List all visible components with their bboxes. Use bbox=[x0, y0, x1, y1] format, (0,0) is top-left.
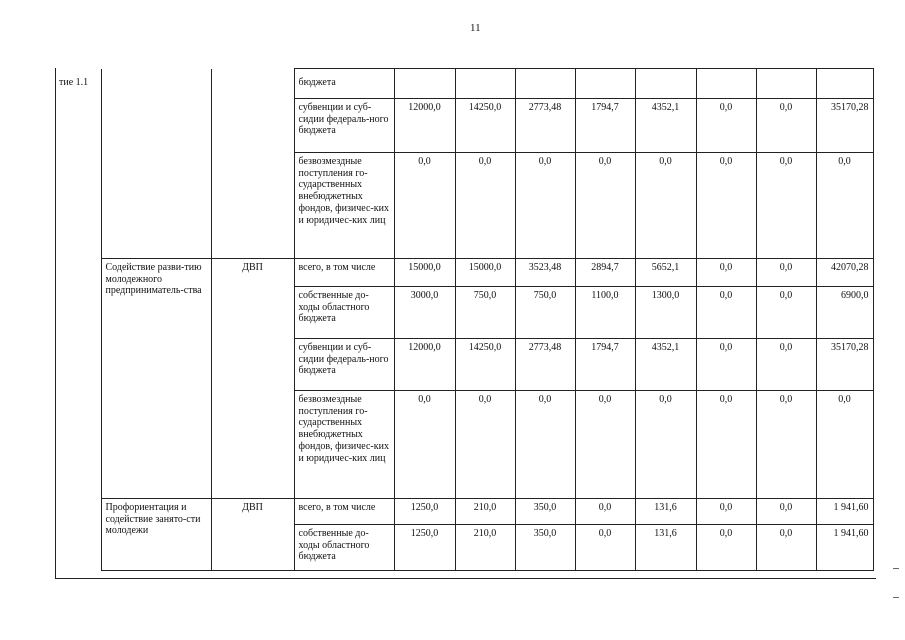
value-cell: 15000,0 bbox=[394, 259, 455, 287]
page-frame bbox=[55, 68, 876, 579]
margin-mark bbox=[893, 568, 899, 569]
funding-source: субвенции и суб-сидии федераль-ного бюджета bbox=[294, 99, 394, 153]
value-cell: 4352,1 bbox=[635, 99, 696, 153]
value-cell: 5652,1 bbox=[635, 259, 696, 287]
funding-source: субвенции и суб-сидии федераль-ного бюджета bbox=[294, 339, 394, 391]
value-cell: 0,0 bbox=[756, 525, 816, 571]
value-cell: 3000,0 bbox=[394, 287, 455, 339]
value-cell: 0,0 bbox=[635, 391, 696, 499]
funding-source: всего, в том числе bbox=[294, 259, 394, 287]
executor: ДВП bbox=[211, 499, 294, 571]
header-stub: тие 1.1 bbox=[55, 69, 101, 259]
value-cell: 0,0 bbox=[696, 153, 756, 259]
funding-source: безвозмездные поступления го-сударственных внебюджетных фондов, физичес-ких и юридичес-ких лиц bbox=[294, 153, 394, 259]
value-cell: 35170,28 bbox=[816, 99, 873, 153]
value-cell: 0,0 bbox=[696, 287, 756, 339]
value-cell: 12000,0 bbox=[394, 99, 455, 153]
value-cell: 0,0 bbox=[756, 391, 816, 499]
value-cell: 0,0 bbox=[756, 153, 816, 259]
value-cell: 0,0 bbox=[816, 153, 873, 259]
margin-mark bbox=[893, 597, 899, 598]
value-cell: 0,0 bbox=[575, 391, 635, 499]
value-cell: 350,0 bbox=[515, 525, 575, 571]
value-cell: 0,0 bbox=[756, 499, 816, 525]
value-cell: 6900,0 bbox=[816, 287, 873, 339]
value-cell: 14250,0 bbox=[455, 339, 515, 391]
value-cell: 0,0 bbox=[696, 499, 756, 525]
value-cell: 0,0 bbox=[696, 99, 756, 153]
value-cell: 0,0 bbox=[756, 287, 816, 339]
value-cell: 4352,1 bbox=[635, 339, 696, 391]
value-cell: 35170,28 bbox=[816, 339, 873, 391]
value-cell: 2773,48 bbox=[515, 339, 575, 391]
measure-name: Содействие разви-тию молодежного предприниматель-ства bbox=[101, 259, 211, 499]
value-cell: 131,6 bbox=[635, 525, 696, 571]
value-cell: 0,0 bbox=[756, 99, 816, 153]
value-cell: 0,0 bbox=[394, 391, 455, 499]
value-cell: 0,0 bbox=[696, 391, 756, 499]
funding-source: бюджета bbox=[294, 69, 394, 99]
value-cell: 0,0 bbox=[575, 525, 635, 571]
executor: ДВП bbox=[211, 259, 294, 499]
value-cell: 0,0 bbox=[696, 259, 756, 287]
value-cell: 210,0 bbox=[455, 499, 515, 525]
measure-name: Профориентация и содействие занято-сти молодежи bbox=[101, 499, 211, 571]
value-cell: 1 941,60 bbox=[816, 499, 873, 525]
value-cell: 0,0 bbox=[756, 339, 816, 391]
funding-source: всего, в том числе bbox=[294, 499, 394, 525]
value-cell: 1794,7 bbox=[575, 99, 635, 153]
value-cell: 1100,0 bbox=[575, 287, 635, 339]
value-cell: 0,0 bbox=[515, 153, 575, 259]
value-cell: 2894,7 bbox=[575, 259, 635, 287]
value-cell: 0,0 bbox=[455, 391, 515, 499]
value-cell: 1300,0 bbox=[635, 287, 696, 339]
value-cell: 12000,0 bbox=[394, 339, 455, 391]
value-cell: 0,0 bbox=[394, 153, 455, 259]
value-cell: 350,0 bbox=[515, 499, 575, 525]
value-cell: 131,6 bbox=[635, 499, 696, 525]
value-cell: 0,0 bbox=[575, 499, 635, 525]
value-cell: 15000,0 bbox=[455, 259, 515, 287]
funding-source: собственные до-ходы областного бюджета bbox=[294, 525, 394, 571]
value-cell: 1794,7 bbox=[575, 339, 635, 391]
value-cell: 1 941,60 bbox=[816, 525, 873, 571]
value-cell: 0,0 bbox=[635, 153, 696, 259]
value-cell: 750,0 bbox=[455, 287, 515, 339]
value-cell: 1250,0 bbox=[394, 499, 455, 525]
value-cell: 0,0 bbox=[455, 153, 515, 259]
value-cell: 3523,48 bbox=[515, 259, 575, 287]
value-cell: 14250,0 bbox=[455, 99, 515, 153]
value-cell: 0,0 bbox=[696, 525, 756, 571]
value-cell: 210,0 bbox=[455, 525, 515, 571]
value-cell: 750,0 bbox=[515, 287, 575, 339]
value-cell: 0,0 bbox=[816, 391, 873, 499]
value-cell: 0,0 bbox=[756, 259, 816, 287]
value-cell: 1250,0 bbox=[394, 525, 455, 571]
value-cell: 0,0 bbox=[696, 339, 756, 391]
funding-source: безвозмездные поступления го-сударственных внебюджетных фондов, физичес-ких и юридичес-ких лиц bbox=[294, 391, 394, 499]
funding-source: собственные до-ходы областного бюджета bbox=[294, 287, 394, 339]
value-cell: 2773,48 bbox=[515, 99, 575, 153]
page-number: 11 bbox=[470, 22, 481, 34]
value-cell: 42070,28 bbox=[816, 259, 873, 287]
value-cell: 0,0 bbox=[515, 391, 575, 499]
value-cell: 0,0 bbox=[575, 153, 635, 259]
